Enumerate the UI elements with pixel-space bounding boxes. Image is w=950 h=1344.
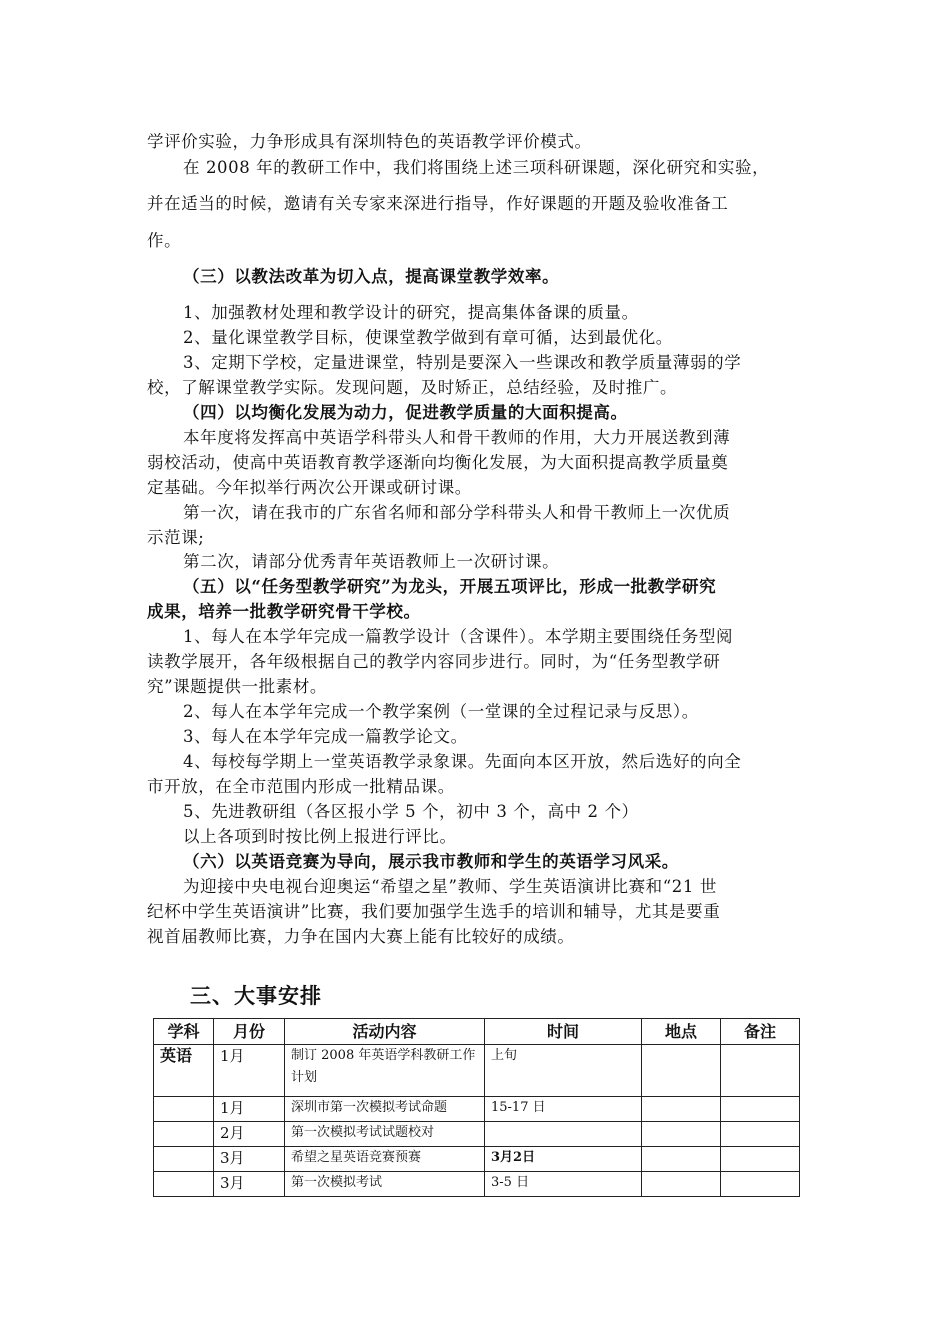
cell-activity: 第一次模拟考试	[285, 1172, 485, 1197]
paragraph-line: 作。	[147, 231, 182, 250]
paragraph-line: 以上各项到时按比例上报进行评比。	[183, 827, 457, 846]
paragraph-line: 并在适当的时候，邀请有关专家来深进行指导，作好课题的开题及验收准备工	[147, 194, 729, 213]
table-row	[154, 1122, 800, 1147]
header-place: 地点	[642, 1019, 721, 1045]
cell-time: 3月2日	[485, 1147, 642, 1172]
cell-note	[721, 1045, 800, 1097]
header-subject: 学科	[154, 1019, 214, 1045]
cell-subject	[154, 1172, 214, 1197]
paragraph-line: 在 2008 年的教研工作中，我们将围绕上述三项科研课题，深化研究和实验，	[183, 158, 770, 177]
cell-note	[721, 1147, 800, 1172]
table-row	[154, 1097, 800, 1122]
table-row	[154, 1172, 800, 1197]
table-row	[154, 1045, 800, 1097]
cell-place	[642, 1147, 721, 1172]
header-time: 时间	[485, 1019, 642, 1045]
cell-note	[721, 1122, 800, 1147]
cell-time	[485, 1122, 642, 1147]
cell-month: 1月	[214, 1097, 285, 1122]
subheading: （四）以均衡化发展为动力，促进教学质量的大面积提高。	[183, 403, 628, 422]
cell-subject	[154, 1147, 214, 1172]
subheading: 成果，培养一批教学研究骨干学校。	[147, 602, 421, 621]
cell-activity: 制订 2008 年英语学科教研工作计划	[285, 1045, 485, 1097]
paragraph-line: 读教学展开，各年级根据自己的教学内容同步进行。同时，为“任务型教学研	[147, 652, 721, 671]
cell-activity: 希望之星英语竞赛预赛	[285, 1147, 485, 1172]
header-note: 备注	[721, 1019, 800, 1045]
cell-subject	[154, 1097, 214, 1122]
subheading: （三）以教法改革为切入点，提高课堂教学效率。	[183, 267, 560, 286]
paragraph-line: 定基础。今年拟举行两次公开课或研讨课。	[147, 478, 472, 497]
paragraph-line: 究”课题提供一批素材。	[147, 677, 328, 696]
paragraph-line: 3、每人在本学年完成一篇教学论文。	[183, 727, 468, 746]
table-row	[154, 1147, 800, 1172]
events-table	[153, 1018, 800, 1197]
table-header-row	[154, 1019, 800, 1045]
cell-note	[721, 1172, 800, 1197]
subheading: （五）以“任务型教学研究”为龙头，开展五项评比，形成一批教学研究	[183, 577, 717, 596]
section-heading: 三、大事安排	[190, 984, 322, 1008]
paragraph-line: 为迎接中央电视台迎奥运“希望之星”教师、学生英语演讲比赛和“21 世	[183, 877, 717, 896]
cell-activity: 深圳市第一次模拟考试命题	[285, 1097, 485, 1122]
cell-subject: 英语	[154, 1045, 214, 1097]
paragraph-line: 2、量化课堂教学目标，使课堂教学做到有章可循，达到最优化。	[183, 328, 673, 347]
paragraph-line: 纪杯中学生英语演讲”比赛，我们要加强学生选手的培训和辅导，尤其是要重	[147, 902, 721, 921]
subheading: （六）以英语竞赛为导向，展示我市教师和学生的英语学习风采。	[183, 852, 679, 871]
cell-time: 上旬	[485, 1045, 642, 1097]
cell-time: 3-5 日	[485, 1172, 642, 1197]
paragraph-line: 4、每校每学期上一堂英语教学录象课。先面向本区开放，然后选好的向全	[183, 752, 742, 771]
paragraph-line: 第一次，请在我市的广东省名师和部分学科带头人和骨干教师上一次优质	[183, 503, 731, 522]
cell-subject	[154, 1122, 214, 1147]
cell-activity: 第一次模拟考试试题校对	[285, 1122, 485, 1147]
cell-place	[642, 1122, 721, 1147]
paragraph-line: 校，了解课堂教学实际。发现问题，及时矫正，总结经验，及时推广。	[147, 378, 678, 397]
paragraph-line: 本年度将发挥高中英语学科带头人和骨干教师的作用，大力开展送教到薄	[183, 428, 731, 447]
cell-place	[642, 1097, 721, 1122]
paragraph-line: 弱校活动，使高中英语教育教学逐渐向均衡化发展，为大面积提高教学质量奠	[147, 453, 729, 472]
header-month: 月份	[214, 1019, 285, 1045]
paragraph-line: 2、每人在本学年完成一个教学案例（一堂课的全过程记录与反思）。	[183, 702, 699, 721]
paragraph-line: 学评价实验，力争形成具有深圳特色的英语教学评价模式。	[147, 132, 592, 151]
cell-place	[642, 1045, 721, 1097]
cell-month: 1月	[214, 1045, 285, 1097]
header-activity: 活动内容	[285, 1019, 485, 1045]
paragraph-line: 5、先进教研组（各区报小学 5 个，初中 3 个，高中 2 个）	[183, 802, 639, 821]
cell-place	[642, 1172, 721, 1197]
cell-time: 15-17 日	[485, 1097, 642, 1122]
paragraph-line: 第二次，请部分优秀青年英语教师上一次研讨课。	[183, 552, 560, 571]
cell-month: 3月	[214, 1147, 285, 1172]
paragraph-line: 1、每人在本学年完成一篇教学设计（含课件）。本学期主要围绕任务型阅	[183, 627, 734, 646]
cell-month: 3月	[214, 1172, 285, 1197]
paragraph-line: 3、定期下学校，定量进课堂，特别是要深入一些课改和教学质量薄弱的学	[183, 353, 742, 372]
cell-month: 2月	[214, 1122, 285, 1147]
cell-note	[721, 1097, 800, 1122]
paragraph-line: 1、加强教材处理和教学设计的研究，提高集体备课的质量。	[183, 303, 639, 322]
paragraph-line: 视首届教师比赛，力争在国内大赛上能有比较好的成绩。	[147, 927, 575, 946]
paragraph-line: 示范课;	[147, 528, 205, 547]
paragraph-line: 市开放，在全市范围内形成一批精品课。	[147, 777, 455, 796]
